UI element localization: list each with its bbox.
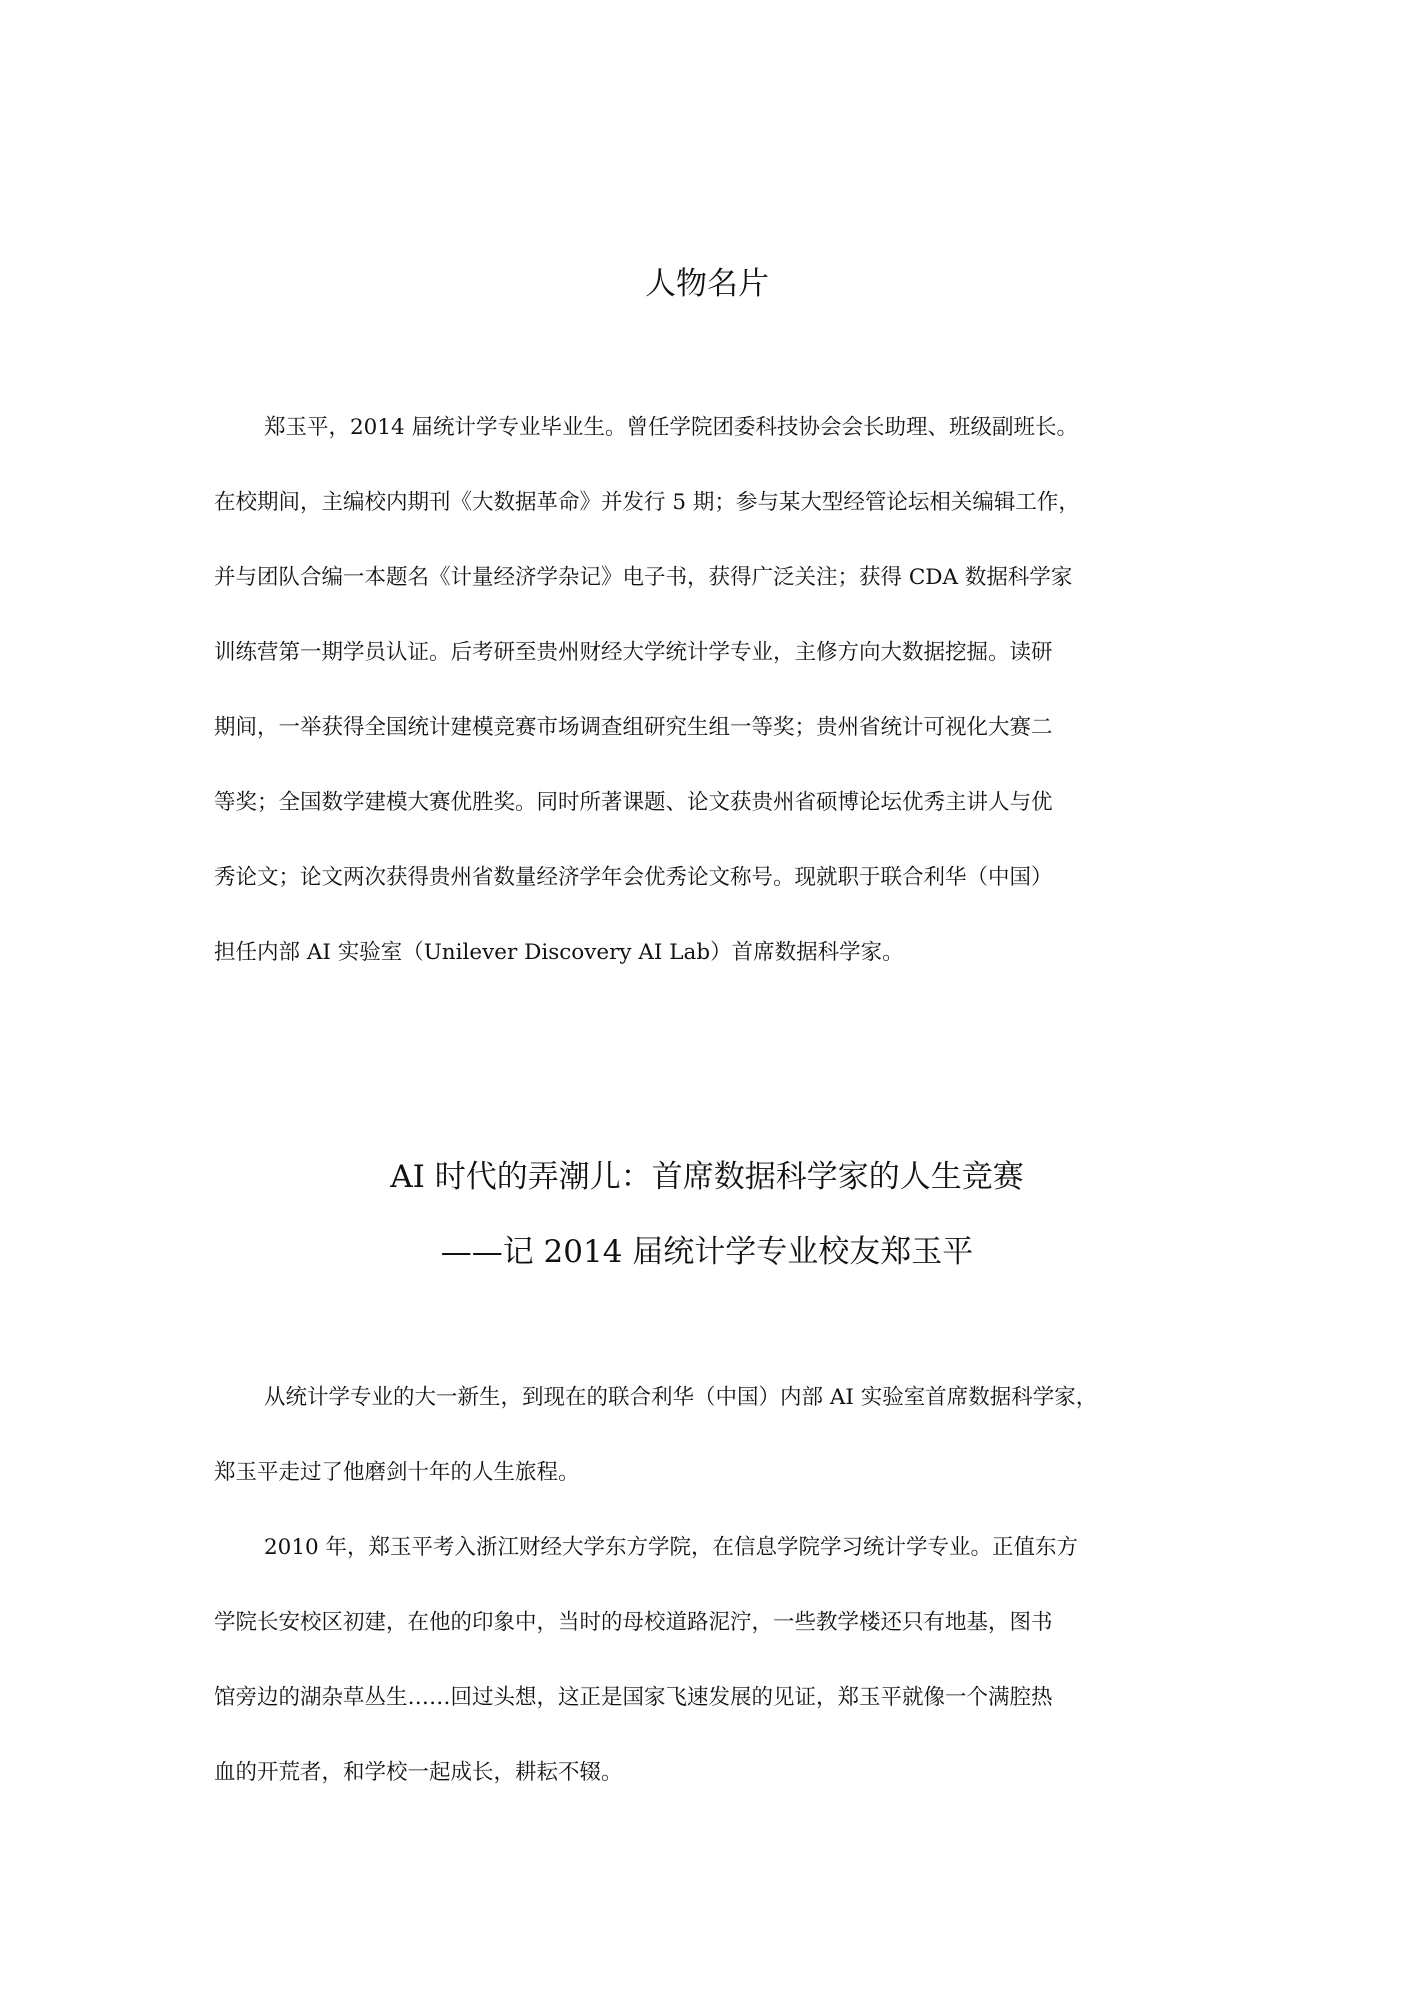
profile-heading: 人物名片 (645, 266, 769, 302)
profile-line: 并与团队合编一本题名《计量经济学杂记》电子书，获得广泛关注；获得 CDA 数据科学家 (214, 565, 1073, 590)
article-line: 学院长安校区初建，在他的印象中，当时的母校道路泥泞，一些教学楼还只有地基，图书 (214, 1610, 1053, 1635)
article-line: 2010 年，郑玉平考入浙江财经大学东方学院，在信息学院学习统计学专业。正值东方 (264, 1535, 1079, 1560)
profile-line: 等奖；全国数学建模大赛优胜奖。同时所著课题、论文获贵州省硕博论坛优秀主讲人与优 (214, 790, 1053, 815)
article-line: 血的开荒者，和学校一起成长，耕耘不辍。 (214, 1760, 623, 1785)
profile-line: 担任内部 AI 实验室（Unilever Discovery AI Lab）首席数据科学家。 (214, 940, 904, 965)
article-title: AI 时代的弄潮儿：首席数据科学家的人生竞赛 (390, 1159, 1024, 1195)
article-line: 郑玉平走过了他磨剑十年的人生旅程。 (214, 1460, 580, 1485)
profile-line: 期间，一举获得全国统计建模竞赛市场调查组研究生组一等奖；贵州省统计可视化大赛二 (214, 715, 1053, 740)
article-subtitle: ——记 2014 届统计学专业校友郑玉平 (440, 1234, 974, 1270)
profile-line: 在校期间，主编校内期刊《大数据革命》并发行 5 期；参与某大型经管论坛相关编辑工作， (214, 490, 1080, 515)
profile-line: 郑玉平，2014 届统计学专业毕业生。曾任学院团委科技协会会长助理、班级副班长。 (264, 415, 1079, 440)
profile-line: 训练营第一期学员认证。后考研至贵州财经大学统计学专业，主修方向大数据挖掘。读研 (214, 640, 1053, 665)
article-line: 从统计学专业的大一新生，到现在的联合利华（中国）内部 AI 实验室首席数据科学家， (264, 1385, 1098, 1410)
article-line: 馆旁边的湖杂草丛生……回过头想，这正是国家飞速发展的见证，郑玉平就像一个满腔热 (214, 1685, 1053, 1710)
profile-line: 秀论文；论文两次获得贵州省数量经济学年会优秀论文称号。现就职于联合利华（中国） (214, 865, 1053, 890)
